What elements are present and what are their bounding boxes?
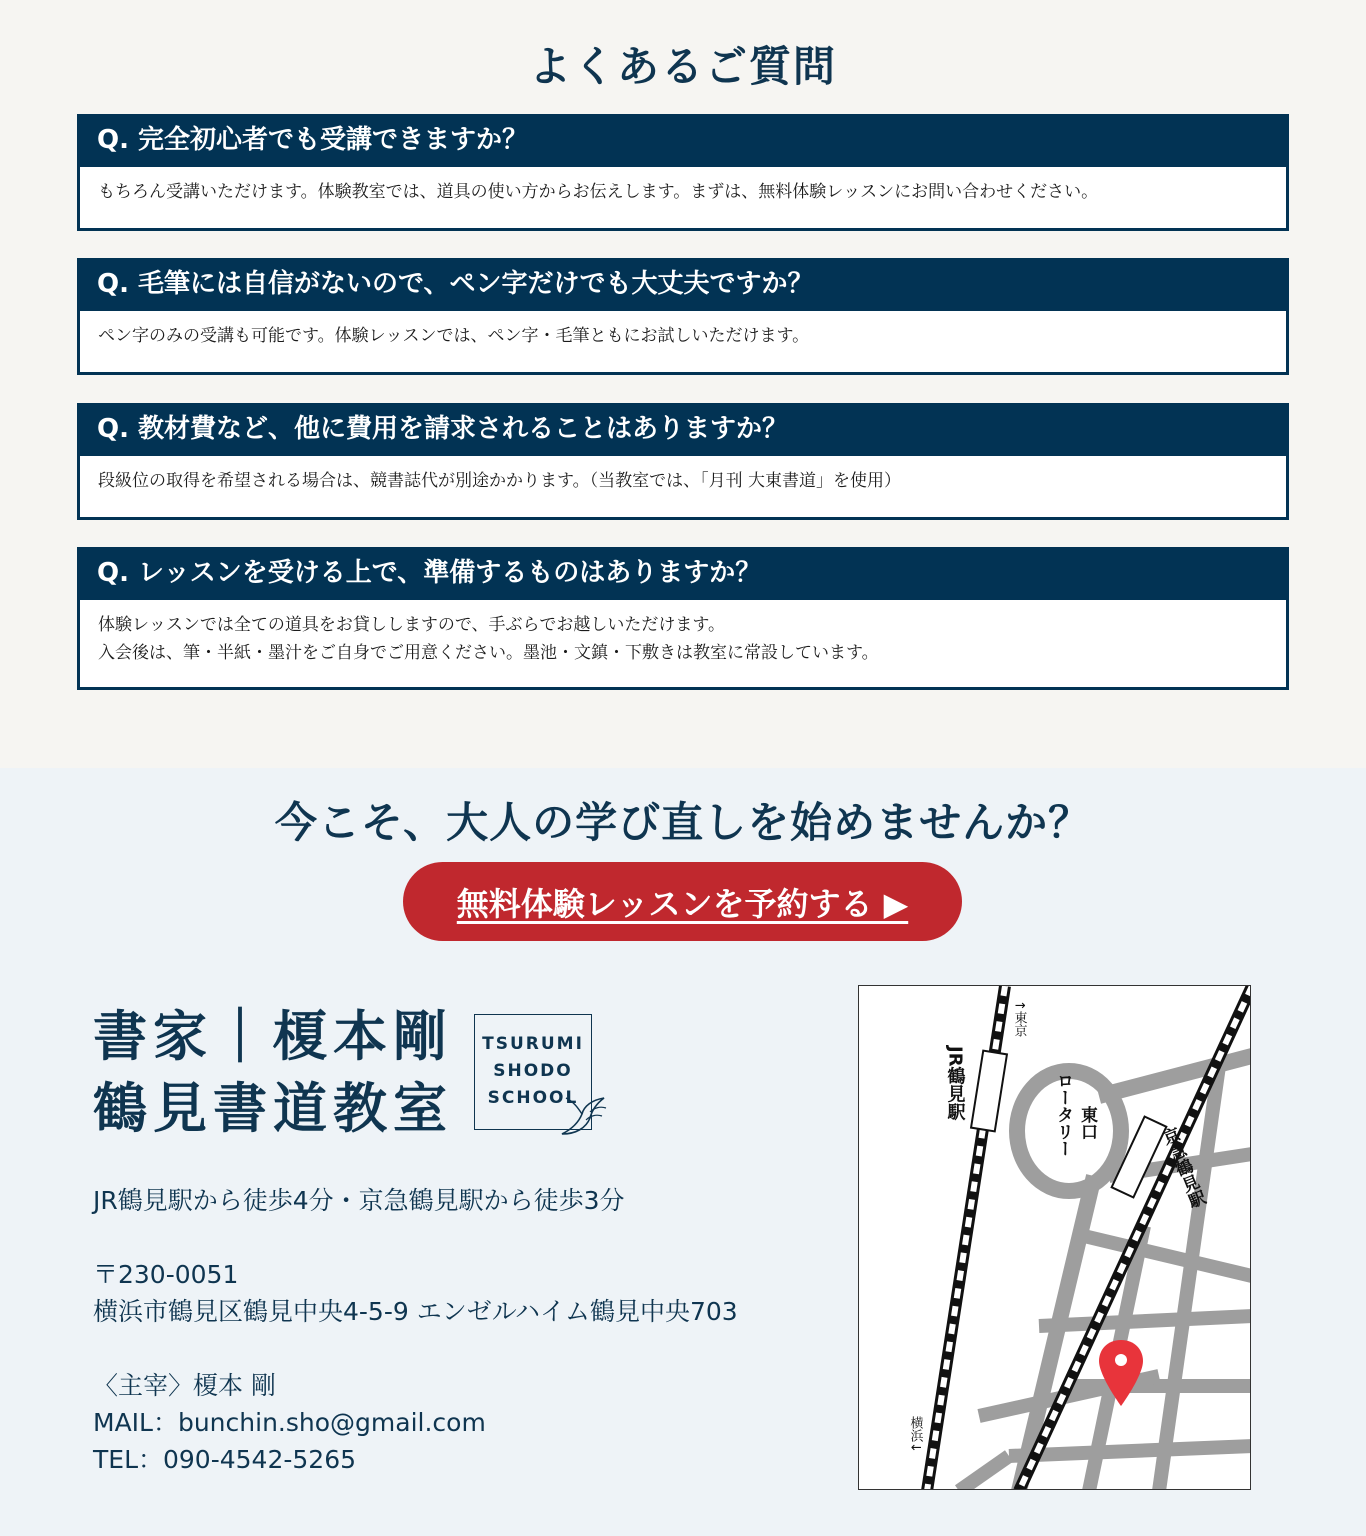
faq-title: よくあるご質問 bbox=[528, 42, 837, 91]
trial-lesson-button[interactable]: 無料体験レッスンを予約する ▶ bbox=[403, 862, 962, 941]
badge-word: TSURUMI bbox=[482, 1034, 584, 1054]
access-map bbox=[858, 985, 1251, 1490]
mail-link[interactable]: MAIL：bunchin.sho@gmail.com bbox=[93, 1408, 486, 1437]
badge-word: SHODO bbox=[493, 1061, 573, 1081]
map-label-tokyo: ↑東京 bbox=[1011, 1000, 1027, 1037]
access-text: JR鶴見駅から徒歩4分・京急鶴見駅から徒歩3分 bbox=[93, 1186, 625, 1215]
faq-answer bbox=[77, 456, 1289, 520]
badge-word: SCHOOL bbox=[487, 1088, 579, 1108]
faq-question: Q. 完全初心者でも受講できますか？ bbox=[77, 114, 1289, 167]
logo-line-1: 書家｜榎本剛 bbox=[93, 1004, 453, 1068]
map-label-keikyu: 京急鶴見駅 bbox=[1156, 1125, 1208, 1212]
faq-answer bbox=[77, 167, 1289, 231]
faq-answer-line: 入会後は、筆・半紙・墨汁をご自身でご用意ください。墨池・文鎮・下敷きは教室に常設しています。 bbox=[98, 643, 879, 663]
faq-item bbox=[77, 547, 1289, 690]
faq-answer bbox=[77, 600, 1289, 690]
cta-title: 今こそ、大人の学び直しを始めませんか？ bbox=[274, 798, 1092, 847]
faq-question: Q. 教材費など、他に費用を請求されることはありますか？ bbox=[77, 403, 1289, 456]
faq-item bbox=[77, 114, 1289, 231]
contact-section bbox=[0, 768, 1366, 1536]
faq-answer-line: 段級位の取得を希望される場合は、競書誌代が別途かかります。（当教室では、「月刊 大東書道」を使用） bbox=[98, 471, 902, 491]
school-logo-text bbox=[93, 1000, 453, 1144]
faq-answer-line: 体験レッスンでは全ての道具をお貸ししますので、手ぶらでお越しいただけます。 bbox=[98, 615, 725, 635]
faq-answer bbox=[77, 311, 1289, 375]
map-label-rotary-1: 東口 bbox=[1077, 1106, 1097, 1140]
postal-code: 〒230-0051 bbox=[93, 1260, 239, 1289]
host-name: 〈主宰〉榎本 剛 bbox=[93, 1371, 276, 1400]
logo-line-2: 鶴見書道教室 bbox=[93, 1076, 453, 1140]
faq-question: Q. レッスンを受ける上で、準備するものはありますか？ bbox=[77, 547, 1289, 600]
address: 横浜市鶴見区鶴見中央4-5-9 エンゼルハイム鶴見中央703 bbox=[93, 1297, 738, 1326]
crane-icon bbox=[556, 1090, 608, 1140]
map-label-yokohama: 横浜↓ bbox=[907, 1416, 923, 1453]
faq-question: Q. 毛筆には自信がないので、ペン字だけでも大丈夫ですか？ bbox=[77, 258, 1289, 311]
faq-item bbox=[77, 403, 1289, 520]
map-graphic bbox=[859, 986, 1251, 1490]
map-label-jr: JR鶴見駅 bbox=[944, 1046, 966, 1121]
keikyu-rail bbox=[1019, 986, 1251, 1490]
faq-answer-line: ペン字のみの受講も可能です。体験レッスンでは、ペン字・毛筆ともにお試しいただけます。 bbox=[98, 326, 810, 346]
faq-answer-line: もちろん受講いただけます。体験教室では、道具の使い方からお伝えします。まずは、無料体験レッスンにお問い合わせください。 bbox=[98, 182, 1099, 202]
faq-item bbox=[77, 258, 1289, 375]
tel-link[interactable]: TEL：090-4542-5265 bbox=[93, 1445, 357, 1474]
map-label-rotary-2: ロータリー bbox=[1053, 1072, 1073, 1157]
